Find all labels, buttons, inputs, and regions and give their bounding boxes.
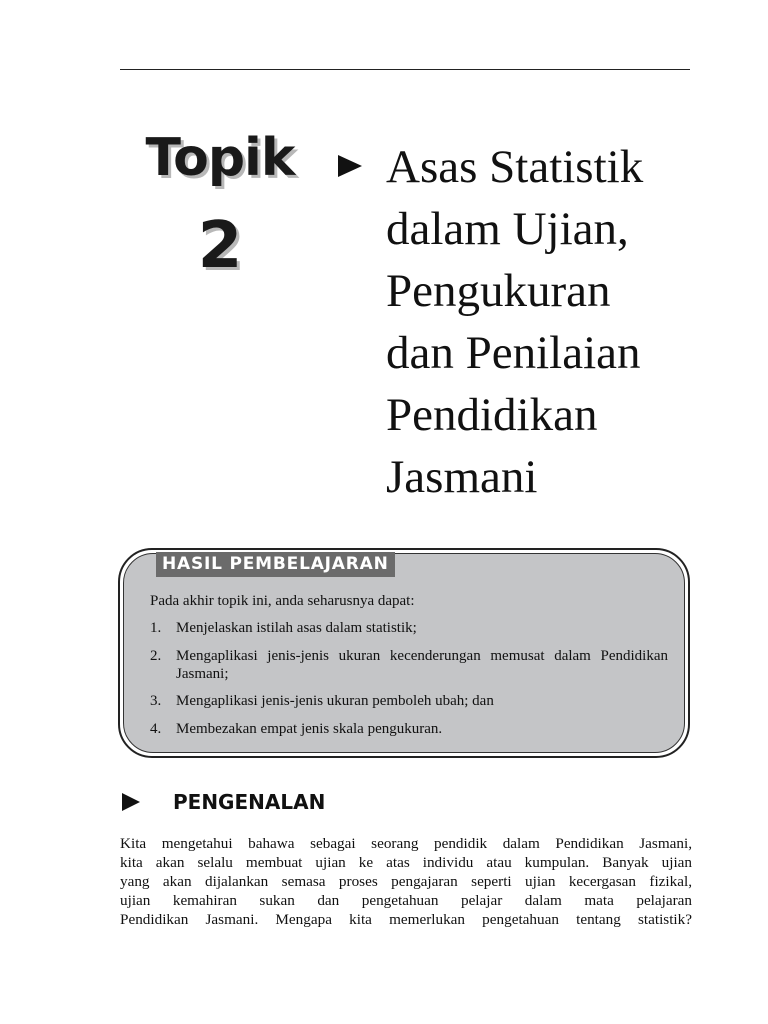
- learning-outcomes-heading: HASIL PEMBELAJARAN: [156, 552, 395, 577]
- chapter-title-line: dalam Ujian,: [386, 203, 629, 255]
- paragraph-line: yang akan dijalankan semasa proses pengajaran seperti ujian kecergasan fizikal,: [120, 873, 692, 890]
- outcome-number: 4.: [150, 721, 162, 737]
- section-arrow-icon: [122, 793, 140, 811]
- chapter-title-line: Pengukuran: [386, 265, 611, 317]
- chapter-title-line: dan Penilaian: [386, 327, 641, 379]
- topic-number: 2: [197, 209, 243, 283]
- section-heading: PENGENALAN: [173, 790, 326, 814]
- learning-outcome-item: [150, 647, 668, 683]
- topic-label: Topik: [145, 128, 295, 188]
- introduction-paragraph: [120, 834, 692, 929]
- outcome-number: 1.: [150, 620, 162, 636]
- outcome-text: Mengaplikasi jenis-jenis ukuran kecenderungan memusat dalam Pendidikan Jasmani;: [176, 648, 668, 682]
- outcome-text: Membezakan empat jenis skala pengukuran.: [176, 721, 443, 737]
- chapter-title: [386, 136, 716, 508]
- paragraph-line: ujian kemahiran sukan dan pengetahuan pelajar dalam mata pelajaran: [120, 892, 692, 909]
- learning-outcome-item: [150, 619, 668, 637]
- header-rule: [120, 69, 690, 70]
- outcome-number: 2.: [150, 648, 162, 664]
- chapter-title-line: Asas Statistik: [386, 141, 644, 193]
- paragraph-line: Pendidikan Jasmani. Mengapa kita memerlukan pengetahuan tentang statistik?: [120, 911, 692, 928]
- title-arrow-icon: [338, 155, 362, 177]
- outcome-text: Mengaplikasi jenis-jenis ukuran pemboleh ubah; dan: [176, 693, 494, 709]
- paragraph-line: Kita mengetahui bahawa sebagai seorang pendidik dalam Pendidikan Jasmani,: [120, 835, 692, 852]
- learning-outcome-item: [150, 720, 668, 738]
- chapter-title-line: Pendidikan: [386, 389, 598, 441]
- paragraph-line: kita akan selalu membuat ujian ke atas individu atau kumpulan. Banyak ujian: [120, 854, 692, 871]
- chapter-title-line: Jasmani: [386, 451, 538, 503]
- learning-outcome-item: [150, 692, 668, 710]
- learning-outcomes-intro: Pada akhir topik ini, anda seharusnya dapat:: [150, 593, 415, 609]
- outcome-text: Menjelaskan istilah asas dalam statistik;: [176, 620, 417, 636]
- outcome-number: 3.: [150, 693, 162, 709]
